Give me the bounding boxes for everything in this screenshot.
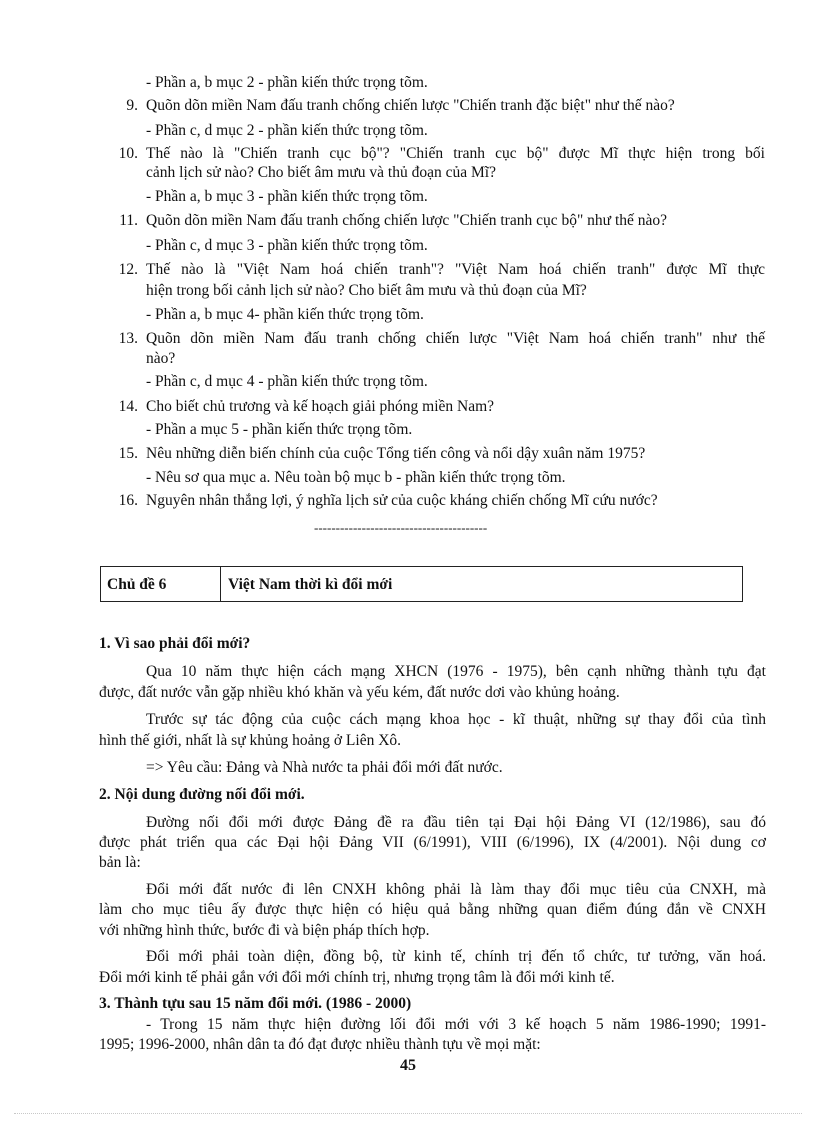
separator-line: ----------------------------------------	[314, 520, 488, 535]
topic-title: Việt Nam thời kì đổi mới	[228, 576, 393, 593]
page-bottom-rule	[14, 1113, 802, 1114]
topic-box	[100, 566, 743, 602]
page-number: 45	[400, 1057, 416, 1074]
topic-label: Chủ đề 6	[107, 576, 167, 593]
document-page: - Phần a, b mục 2 - phần kiến thức trọng tõm. 9. Quõn dõn miền Nam đấu tranh chống chiến lược "Chiến tranh đặc biệt" như thế nào? - Phần c, d mục 2 - phần kiến thức trọng tõm. 10. Thế nào là "Chiến tranh cục bộ"? "Chiến tranh cục bộ" được Mĩ thực hiện trong bối cảnh lịch sử nào? Cho biết âm mưu và thủ đoạn của Mĩ? - Phần a, b mục 3 - phần kiến thức trọng tõm. 11. Quõn dõn miền Nam đấu tranh chống chiến lược "Chiến tranh cục bộ" như thế nào? - Phần c, d mục 3 - phần kiến thức trọng tõm. 12. Thế nào là "Việt Nam hoá chiến tranh"? "Việt Nam hoá chiến tranh" được Mĩ thực hiện trong bối cảnh lịch sử nào? Cho biết âm mưu và thủ đoạn của Mĩ? - Phần a, b mục 4- phần kiến thức trọng tõm. 13. Quõn dõn miền Nam đấu tranh chống chiến lược "Việt Nam hoá chiến tranh" như thế nào? - Phần c, d mục 4 - phần kiến thức trọng tõm. 14. Cho biết chủ trương và kế hoạch giải phóng miền Nam? - Phần a mục 5 - phần kiến thức trọng tõm. 15. Nêu những diễn biến chính của cuộc Tổng tiến công và nổi dậy xuân năm 1975? - Nêu sơ qua mục a. Nêu toàn bộ mục b - phần kiến thức trọng tõm. 16. Nguyên nhân thắng lợi, ý nghĩa lịch sử của cuộc kháng chiến chống Mĩ cứu nước? ---------------------------------------- Chủ đề 6 Việt Nam thời kì đổi mới 1. Vì sao phải đổi mới? Qua 10 năm thực hiện cách mạng XHCN (1976 - 1975), bên cạnh những thành tựu đạt được, đất nước vẫn gặp nhiều khó khăn và yếu kém, đất nước dơi vào khủng hoảng. Trước sự tác động của cuộc cách mạng khoa học - kĩ thuật, những sự thay đổi của tình hình thế giới, nhất là sự khủng hoảng ở Liên Xô. => Yêu cầu: Đảng và Nhà nước ta phải đổi mới đất nước. 2. Nội dung đường nối đổi mới. Đường nối đổi mới được Đảng đề ra đầu tiên tại Đại hội Đảng VI (12/1986), sau đó được phát triển qua các Đại hội Đảng VII (6/1991), VIII (6/1996), IX (4/2001). Nội dung cơ bản là: Đổi mới đất nước đi lên CNXH không phải là làm thay đổi mục tiêu của CNXH, mà làm cho mục tiêu ấy được thực hiện có hiệu quả bằng những quan điểm đúng đắn về CNXH với những hình thức, bước đi và biện pháp thích hợp. Đổi mới phải toàn diện, đồng bộ, từ kinh tế, chính trị đến tổ chức, tư tưởng, văn hoá. Đổi mới kinh tế phải gắn với đổi mới chính trị, nhưng trọng tâm là đổi mới kinh tế. 3. Thành tựu sau 15 năm đổi mới. (1986 - 2000) - Trong 15 năm thực hiện đường lối đổi mới với 3 kế hoạch 5 năm 1986-1990; 1991- 1995; 1996-2000, nhân dân ta đó đạt được nhiều thành tựu về mọi mặt: 45	[0, 0, 816, 1123]
